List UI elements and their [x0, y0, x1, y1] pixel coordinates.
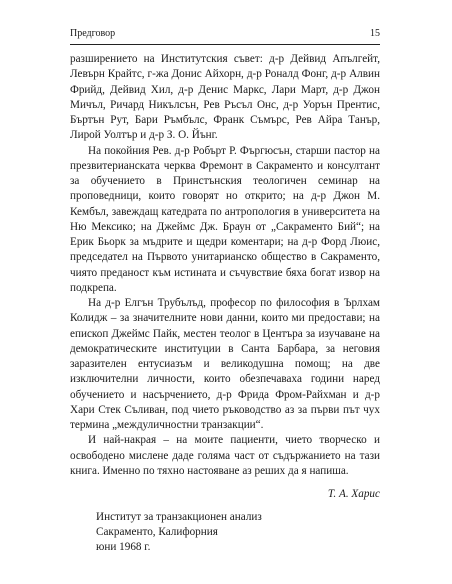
author-signature: Т. А. Харис [327, 488, 380, 500]
address-line: Институт за транзакционен анализ [96, 511, 262, 524]
paragraph-continued: разширението на Институтския съвет: д-р Дейвид Апългейт, Левърн Крайтс, г-жа Донис Айхорн, д-р Роналд Фонг, д-р Алвин Фрийд, Дейвид Хил, д-р Денис Маркс, Лари Март, д-р Джон Мичъл, Ричард Никълсън, Рев Ръсъл Онс, д-р Уорън Прентис, Бъртън Рут, Бари Ръмбълс, Франк Съмърс, Рев Айра Танър, Лирой Уолтър и д-р З. О. Йънг. [70, 53, 380, 142]
body-text [70, 52, 380, 555]
section-title: Предговор [70, 28, 116, 39]
address-line: юни 1968 г. [96, 541, 151, 554]
page-number: 15 [370, 28, 380, 39]
paragraph: И най-накрая – на моите пациенти, чието творческо и освободено мислене даде голяма част от съдържанието на тази книга. Именно по тяхно настояване аз реших да я напиша. [70, 434, 380, 477]
address-line: Сакраменто, Калифорния [96, 526, 218, 539]
paragraph: На д-р Елгън Трубълъд, професор по философия в Ърлхам Колидж – за значителните нови данни, които ми предостави; на епископ Джеймс Пайк, местен теолог в Центъра за изучаване на демократическите институции в Санта Барбара, за неговия заразителен ентусиазъм и великодушна помощ; на две изключителни личности, които обезпечаваха години наред обучението и насърчението, д-р Фрида Фром-Райхман и д-р Хари Стек Съливан, под чието ръководство аз за първи път чух термина „междуличностни транзакции“. [70, 297, 380, 431]
header-rule [70, 44, 380, 45]
address-block [96, 510, 380, 555]
paragraph: На покойния Рев. д-р Робърт Р. Фъргюсън, старши пастор на презвитерианската черква Фремонт в Сакраменто и консултант за обучението в Принстънския теологичен семинар на проповедници, които говорят но открито; на д-р Джон М. Кембъл, завеждащ катедрата по антропология в университета на Ню Мексико; на Джеймс Дж. Браун от „Сакраменто Бий“; на Ерик Бьорк за мъдрите и щедри коментари; на д-р Форд Люис, председател на Първото унитарианско общество в Сакраменто, чиято преданост към истината и съчувствие бяха богат извор на подкрепа. [70, 144, 380, 294]
running-head [70, 28, 380, 39]
